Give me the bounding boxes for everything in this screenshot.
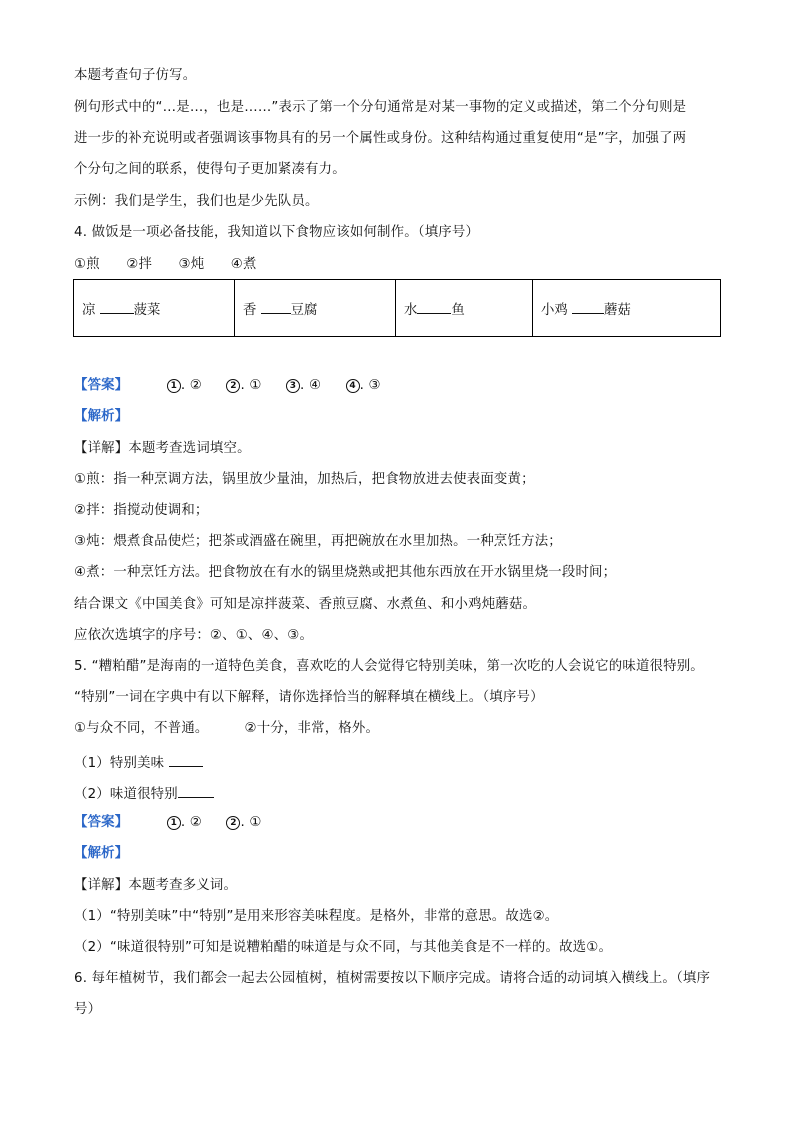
q4-cell-3: 水 鱼 — [396, 280, 533, 337]
answer-blank[interactable] — [417, 299, 451, 314]
q4-fill-table — [73, 279, 721, 337]
q4-answer-row — [74, 377, 401, 395]
answer-blank[interactable] — [572, 299, 604, 314]
answer-tag: 【答案】 — [74, 815, 129, 830]
q4-explain-5: 结合课文《中国美食》可知是凉拌菠菜、香煎豆腐、水煮鱼、和小鸡炖蘑菇。 — [74, 597, 537, 612]
q5-options — [74, 720, 379, 738]
q5-answer-2: 2 . ① — [226, 814, 261, 832]
q4-question: 4. 做饭是一项必备技能，我知道以下食物应该如何制作。（填序号） — [74, 225, 480, 240]
intro-line-4: 个分句之间的联系，使得句子更加紧凑有力。 — [74, 162, 346, 177]
q5-option-1: ①与众不同，不普通。 — [74, 721, 209, 736]
q4-detail: 【详解】本题考查选词填空。 — [74, 441, 251, 456]
answer-blank[interactable] — [261, 299, 291, 314]
q5-detail: 【详解】本题考查多义词。 — [74, 878, 238, 893]
q4-option-2: ②拌 — [126, 257, 153, 272]
intro-line-1: 本题考查句子仿写。 — [74, 68, 197, 83]
q5-answer-1: 1 . ② — [167, 814, 202, 832]
q5-answer-row — [74, 814, 282, 832]
q4-option-3: ③炖 — [178, 257, 205, 272]
q6-question-line-2: 号） — [74, 1002, 102, 1017]
answer-tag: 【答案】 — [74, 378, 129, 393]
intro-line-2: 例句形式中的“…是…，也是……”表示了第一个分句通常是对某一事物的定义或描述，第二个分句则是 — [74, 100, 687, 115]
q5-explain-1: （1）“特别美味”中“特别”是用来形容美味程度。是格外，非常的意思。故选②。 — [74, 909, 559, 924]
q4-options — [74, 256, 279, 274]
q5-question-line-1: 5. “糟粕醋”是海南的一道特色美食，喜欢吃的人会觉得它特别美味，第一次吃的人会说它的味道很特别。 — [74, 659, 704, 674]
q5-option-2: ②十分，非常，格外。 — [244, 721, 380, 736]
intro-example: 示例：我们是学生，我们也是少先队员。 — [74, 194, 319, 209]
answer-blank[interactable] — [178, 783, 214, 798]
q5-sub-1: （1）特别美味 — [74, 752, 203, 773]
q5-question-line-2: “特别”一词在字典中有以下解释，请你选择恰当的解释填在横线上。（填序号） — [74, 690, 544, 705]
q4-cell-2: 香 豆腐 — [235, 280, 396, 337]
q4-explain-6: 应依次选填字的序号：②、①、④、③。 — [74, 628, 314, 643]
q4-explain-4: ④煮：一种烹饪方法。把食物放在有水的锅里烧熟或把其他东西放在开水锅里烧一段时间； — [74, 565, 617, 580]
q4-answer-3: 3 . ④ — [286, 377, 321, 395]
q5-explain-2: （2）“味道很特别”可知是说糟粕醋的味道是与众不同，与其他美食是不一样的。故选①。 — [74, 940, 613, 955]
q4-answer-1: 1 . ② — [167, 377, 202, 395]
q5-analysis-tag: 【解析】 — [74, 846, 129, 861]
q4-explain-3: ③炖：煨煮食品使烂；把茶或酒盛在碗里，再把碗放在水里加热。一种烹饪方法； — [74, 534, 562, 549]
q6-question-line-1: 6. 每年植树节，我们都会一起去公园植树，植树需要按以下顺序完成。请将合适的动词填入横线上。（填序 — [74, 971, 711, 986]
q5-sub-2: （2）味道很特别 — [74, 783, 214, 804]
answer-blank[interactable] — [169, 752, 203, 767]
q4-explain-1: ①煎：指一种烹调方法，锅里放少量油，加热后，把食物放进去使表面变黄； — [74, 472, 535, 487]
q4-cell-1: 凉 菠菜 — [74, 280, 235, 337]
q4-option-1: ①煎 — [74, 257, 100, 272]
q4-answer-4: 4 . ③ — [346, 377, 381, 395]
answer-blank[interactable] — [100, 299, 134, 314]
q4-cell-4: 小鸡 蘑菇 — [533, 280, 721, 337]
q4-analysis-tag: 【解析】 — [74, 409, 129, 424]
q4-option-4: ④煮 — [230, 257, 257, 272]
intro-line-3: 进一步的补充说明或者强调该事物具有的另一个属性或身份。这种结构通过重复使用“是”字，加强了两 — [74, 131, 687, 146]
q4-answer-2: 2 . ① — [226, 377, 261, 395]
q4-explain-2: ②拌：指搅动使调和； — [74, 503, 209, 518]
